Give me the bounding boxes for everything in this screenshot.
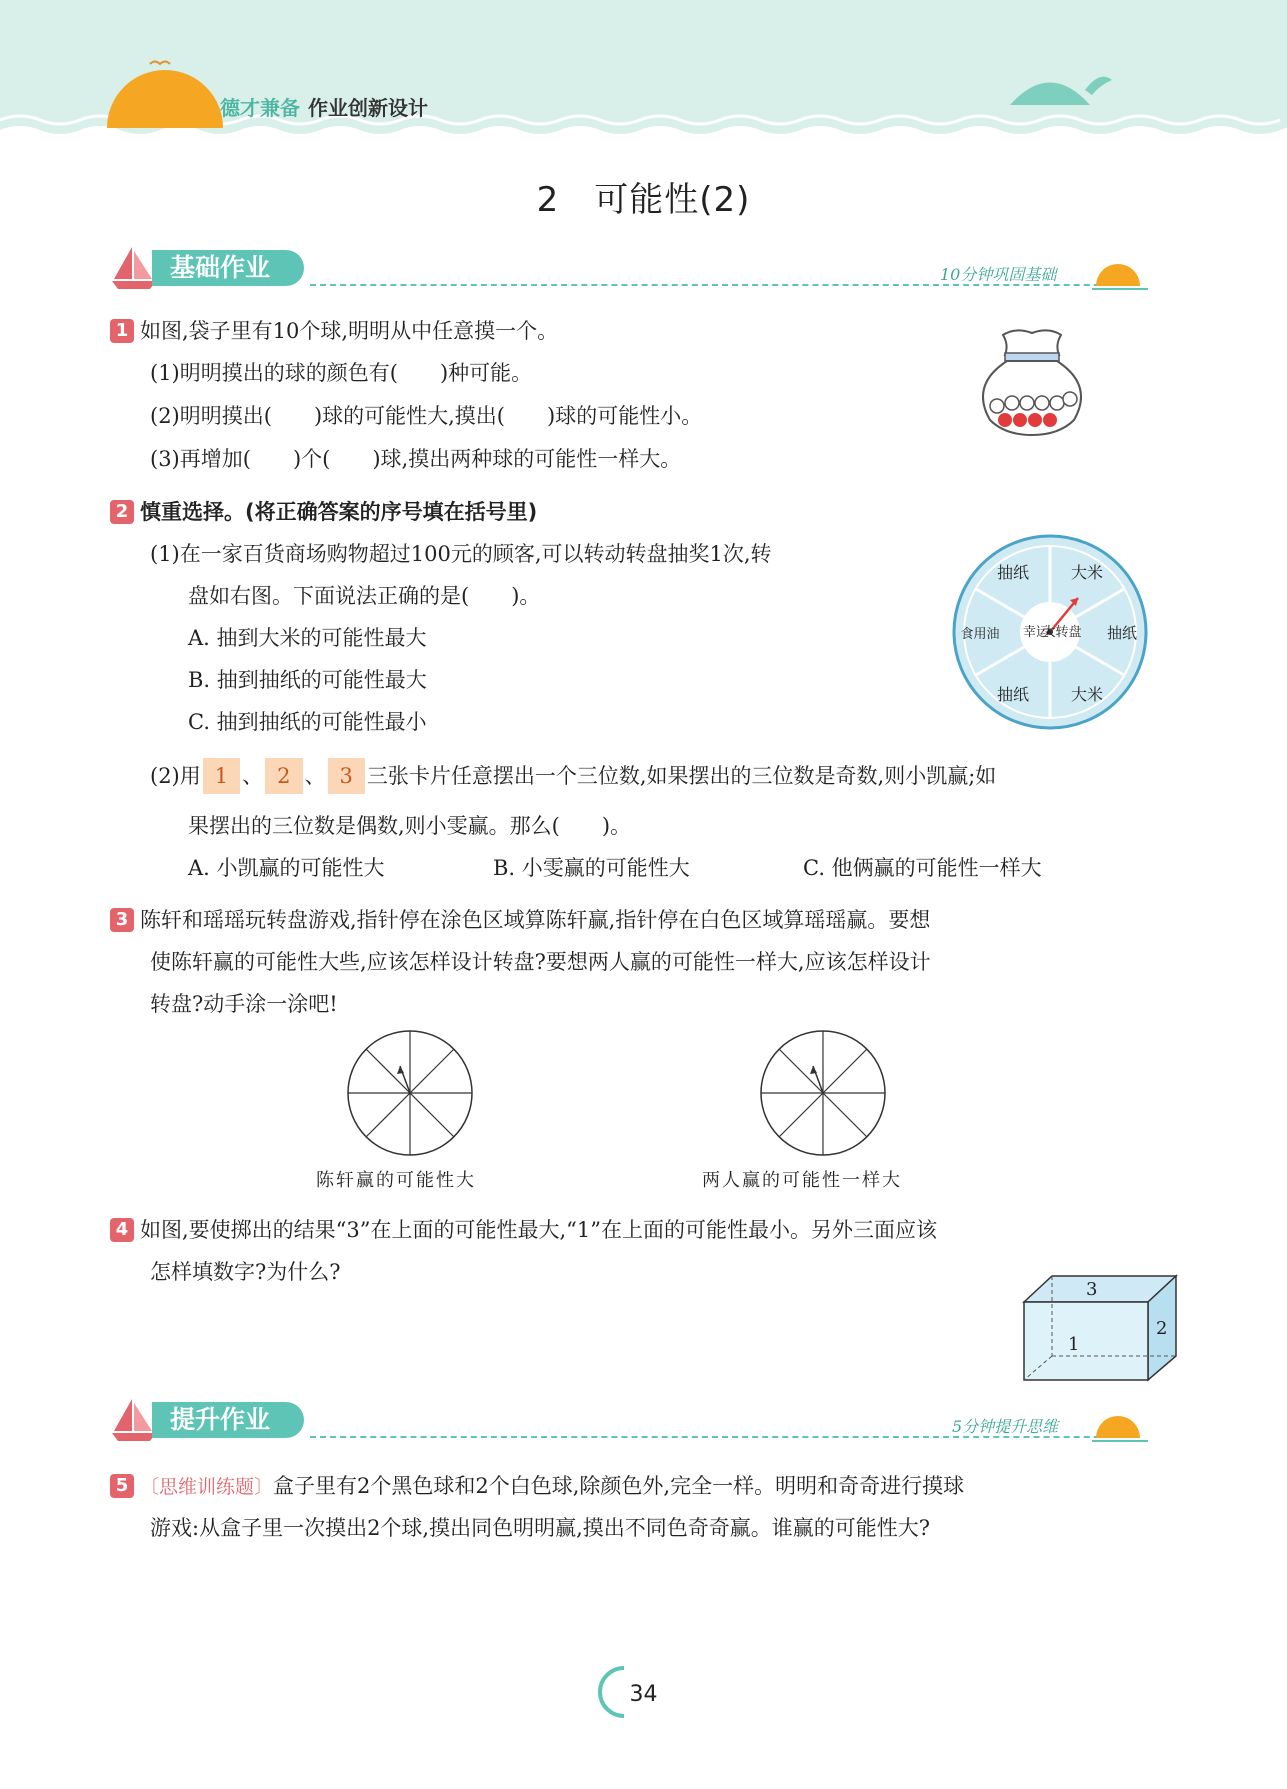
spinner-caption-1: 陈轩赢的可能性大 — [316, 1170, 476, 1191]
wheel-label-6: 食用油 — [960, 627, 1000, 642]
page-title: 2 可能性(2) — [536, 180, 751, 220]
q5-line2: 游戏:从盒子里一次摸出2个球,摸出同色明明赢,摸出不同色奇奇赢。谁赢的可能性大? — [150, 1516, 931, 1540]
q2-sub2-option-a: A. 小凯赢的可能性大 — [188, 856, 385, 880]
section-advanced-subtitle: 5分钟提升思维 — [952, 1417, 1059, 1436]
wheel-label-4: 大米 — [1070, 685, 1104, 704]
q1-number-badge: 1 — [110, 319, 134, 343]
q5-number-badge: 5 — [110, 1474, 134, 1498]
card-separator-2: 、 — [304, 764, 326, 788]
q1-stem — [110, 317, 558, 345]
digit-card-2: 2 — [265, 758, 302, 794]
brand-dark: 作业创新设计 — [308, 96, 428, 120]
sailboat-icon — [110, 245, 158, 291]
q2-number-badge: 2 — [110, 500, 134, 524]
wheel-center-text-1: 幸运 — [1022, 625, 1050, 640]
q2-sub2-option-b: B. 小雯赢的可能性大 — [493, 856, 690, 880]
q3-number-badge: 3 — [110, 908, 134, 932]
sun-icon — [105, 58, 225, 128]
cube-side-number: 2 — [1156, 1318, 1168, 1339]
page-number: 34 — [629, 1682, 658, 1707]
wheel-center-text-2: 大转盘 — [1042, 625, 1082, 640]
q2-stem-text: 慎重选择。(将正确答案的序号填在括号里) — [140, 500, 538, 524]
digit-card-3: 3 — [328, 758, 365, 794]
q2-sub1-line1: (1)在一家百货商场购物超过100元的顾客,可以转动转盘抽奖1次,转 — [150, 542, 772, 566]
prize-wheel-image — [950, 532, 1150, 732]
q2-sub2-suffix: 三张卡片任意摆出一个三位数,如果摆出的三位数是奇数,则小凯赢;如 — [366, 764, 997, 788]
q4-line1 — [110, 1216, 937, 1244]
q2-sub1-option-a: A. 抽到大米的可能性最大 — [188, 626, 427, 650]
q4-line1-text: 如图,要使掷出的结果“3”在上面的可能性最大,“1”在上面的可能性最小。另外三面应该 — [140, 1218, 938, 1242]
spinner-diagram-2 — [758, 1028, 888, 1158]
spinner-caption-2: 两人赢的可能性一样大 — [702, 1170, 902, 1191]
q1-part2: (2)明明摸出( )球的可能性大,摸出( )球的可能性小。 — [150, 404, 703, 428]
cube-top-number: 3 — [1086, 1279, 1098, 1300]
cube-front-number: 1 — [1068, 1334, 1080, 1355]
q2-sub2-line1 — [150, 758, 996, 794]
q2-sub1-option-b: B. 抽到抽纸的可能性最大 — [188, 668, 427, 692]
q4-line2: 怎样填数字?为什么? — [150, 1260, 341, 1284]
q5-tag: 〔思维训练题〕 — [140, 1476, 274, 1498]
cube-diagram — [1020, 1272, 1180, 1384]
sailboat-icon-2 — [110, 1397, 158, 1443]
spinner-diagram-1 — [345, 1028, 475, 1158]
wheel-label-1: 抽纸 — [996, 563, 1030, 582]
q4-number-badge: 4 — [110, 1218, 134, 1242]
q1-part1: (1)明明摸出的球的颜色有( )种可能。 — [150, 361, 533, 385]
section-advanced-label: 提升作业 — [152, 1402, 304, 1438]
wheel-label-5: 抽纸 — [996, 685, 1030, 704]
q1-part3: (3)再增加( )个( )球,摸出两种球的可能性一样大。 — [150, 447, 682, 471]
small-sun-icon — [1090, 256, 1150, 296]
card-separator-1: 、 — [242, 764, 264, 788]
q2-sub2-line2: 果摆出的三位数是偶数,则小雯赢。那么( )。 — [188, 814, 632, 838]
q3-line1-text: 陈轩和瑶瑶玩转盘游戏,指针停在涂色区域算陈轩赢,指针停在白色区域算瑶瑶赢。要想 — [140, 908, 931, 932]
bag-of-balls-image — [975, 325, 1090, 440]
q3-line2: 使陈轩赢的可能性大些,应该怎样设计转盘?要想两人赢的可能性一样大,应该怎样设计 — [150, 950, 931, 974]
q3-line3: 转盘?动手涂一涂吧! — [150, 992, 338, 1016]
q1-stem-text: 如图,袋子里有10个球,明明从中任意摸一个。 — [140, 319, 559, 343]
section-basic-subtitle: 10分钟巩固基础 — [940, 265, 1057, 284]
wheel-label-2: 大米 — [1070, 563, 1104, 582]
q2-sub2-option-c: C. 他俩赢的可能性一样大 — [803, 856, 1042, 880]
q5-line1 — [110, 1472, 964, 1501]
small-sun-icon-2 — [1090, 1408, 1150, 1448]
digit-card-1: 1 — [203, 758, 240, 794]
q2-sub1-option-c: C. 抽到抽纸的可能性最小 — [188, 710, 427, 734]
q3-line1 — [110, 906, 930, 934]
header-band — [0, 0, 1287, 150]
q2-stem — [110, 498, 537, 526]
section-basic-label: 基础作业 — [152, 250, 304, 286]
q2-sub1-line2: 盘如右图。下面说法正确的是( )。 — [188, 584, 541, 608]
brand-green: 德才兼备 — [220, 96, 300, 120]
q5-line1-text: 盒子里有2个黑色球和2个白色球,除颜色外,完全一样。明明和奇奇进行摸球 — [273, 1474, 965, 1498]
q2-sub2-prefix: (2)用 — [150, 764, 201, 788]
wheel-label-3: 抽纸 — [1106, 624, 1138, 642]
brand-title — [220, 92, 428, 121]
